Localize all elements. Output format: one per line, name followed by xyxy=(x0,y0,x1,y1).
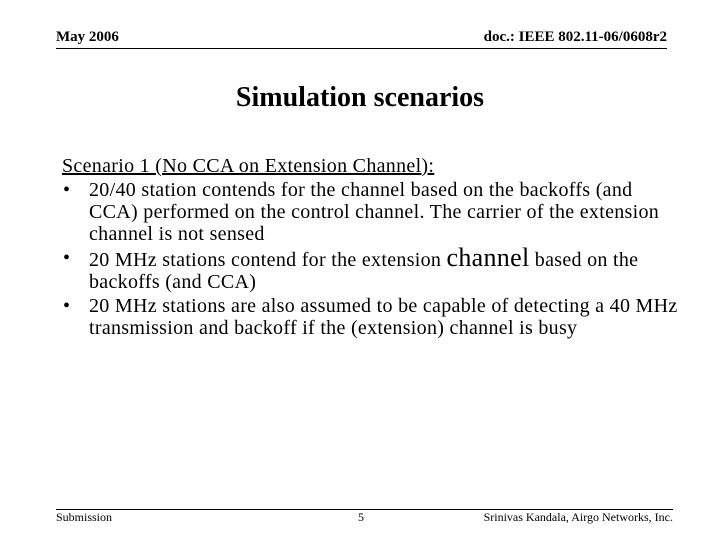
bullet-icon: • xyxy=(63,179,71,201)
bullet-item xyxy=(62,295,682,339)
bullet-text-emphasis: channel xyxy=(446,243,530,272)
bullet-text: 20/40 station contends for the channel based on the backoffs (and CCA) performed on the control channel. The carrier of the extension channel is not sensed xyxy=(89,179,660,245)
bullet-icon: • xyxy=(63,295,71,317)
slide-title: Simulation scenarios xyxy=(235,82,485,113)
page-number: 5 xyxy=(358,510,364,524)
header-doc-id: doc.: IEEE 802.11-06/0608r2 xyxy=(483,29,667,45)
footer-submission: Submission xyxy=(56,510,113,524)
bullet-icon: • xyxy=(63,247,71,269)
scenario-heading: Scenario 1 (No CCA on Extension Channel): xyxy=(62,155,435,177)
footer-author: Srinivas Kandala, Airgo Networks, Inc. xyxy=(483,510,673,524)
bullet-text: 20 MHz stations are also assumed to be capable of detecting a 40 MHz transmission and backoff if the (extension) channel is busy xyxy=(89,295,678,339)
bullet-text-start: 20 MHz stations contend for the extension xyxy=(89,249,447,271)
slide-body xyxy=(62,155,682,341)
bullet-item xyxy=(62,179,682,245)
bullet-item xyxy=(62,243,682,293)
header-date: May 2006 xyxy=(56,29,119,45)
header-divider xyxy=(56,48,667,49)
bullet-text-end: based on the backoffs (and CCA) xyxy=(89,249,639,293)
